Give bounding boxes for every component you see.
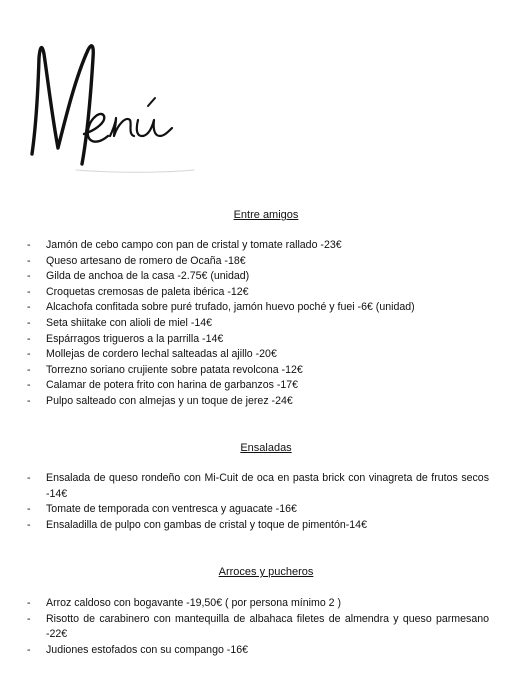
menu-script-logo — [22, 36, 197, 176]
section-title-entre-amigos: Entre amigos — [233, 209, 299, 221]
menu-item: - Jamón de cebo campo con pan de cristal y tomate rallado -23€ — [0, 238, 532, 254]
section-title-ensaladas: Ensaladas — [240, 442, 292, 454]
menu-item: - Tomate de temporada con ventresca y aguacate -16€ — [0, 502, 532, 518]
menu-item: - Risotto de carabinero con mantequilla de albahaca filetes de almendra y queso parmesano -22€ — [0, 612, 532, 643]
menu-item: - Torrezno soriano crujiente sobre patata revolcona -12€ — [0, 363, 532, 379]
menu-item: - Ensaladilla de pulpo con gambas de cristal y toque de pimentón-14€ — [0, 518, 532, 534]
section-list-arroces-y-pucheros — [0, 596, 532, 658]
menu-item: - Queso artesano de romero de Ocaña -18€ — [0, 254, 532, 270]
menu-item: - Arroz caldoso con bogavante -19,50€ ( por persona mínimo 2 ) — [0, 596, 532, 612]
menu-item: - Alcachofa confitada sobre puré trufado, jamón huevo poché y fuei -6€ (unidad) — [0, 300, 532, 316]
menu-item: - Espárragos trigueros a la parrilla -14€ — [0, 332, 532, 348]
menu-item: - Mollejas de cordero lechal salteadas al ajillo -20€ — [0, 347, 532, 363]
menu-item: - Judiones estofados con su compango -16€ — [0, 643, 532, 659]
menu-item: - Ensalada de queso rondeño con Mi-Cuit de oca en pasta brick con vinagreta de frutos secos -14€ — [0, 471, 532, 502]
menu-item: - Seta shiitake con alioli de miel -14€ — [0, 316, 532, 332]
menu-item: - Croquetas cremosas de paleta ibérica -12€ — [0, 285, 532, 301]
section-list-entre-amigos — [0, 238, 532, 410]
menu-item: - Pulpo salteado con almejas y un toque de jerez -24€ — [0, 394, 532, 410]
menu-title-logo — [22, 36, 197, 176]
menu-item: - Gilda de anchoa de la casa -2.75€ (unidad) — [0, 269, 532, 285]
menu-item: - Calamar de potera frito con harina de garbanzos -17€ — [0, 378, 532, 394]
section-title-arroces-y-pucheros: Arroces y pucheros — [218, 566, 314, 578]
section-list-ensaladas — [0, 471, 532, 533]
